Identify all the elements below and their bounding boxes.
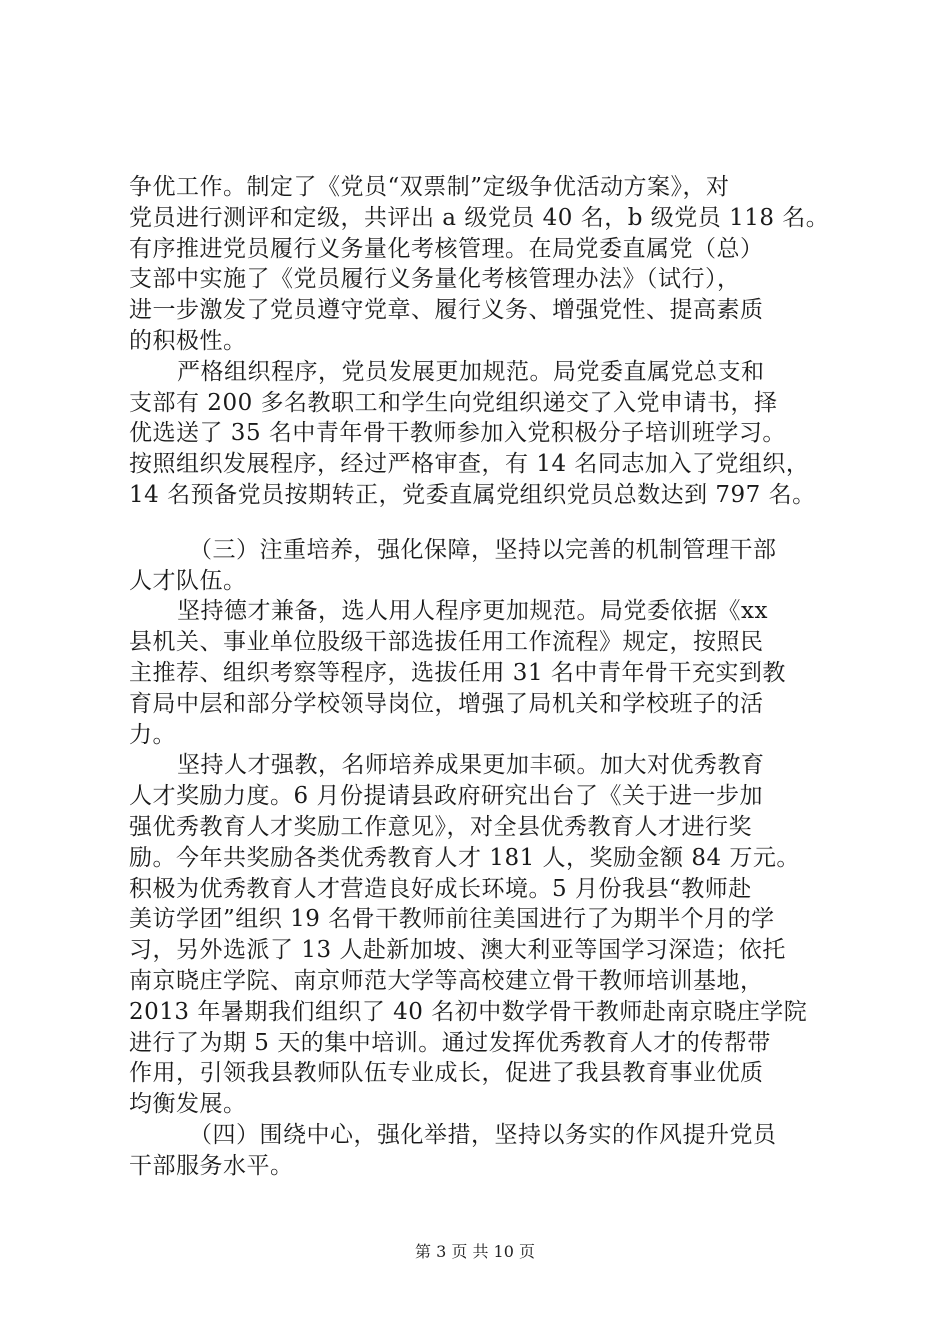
body-line: 进行了为期 5 天的集中培训。通过发挥优秀教育人才的传帮带 [129, 1029, 771, 1056]
body-line: 积极为优秀教育人才营造良好成长环境。5 月份我县“教师赴 [129, 875, 752, 902]
body-line: 强优秀教育人才奖励工作意见》，对全县优秀教育人才进行奖 [129, 813, 752, 840]
paragraph-start-line: 坚持人才强教，名师培养成果更加丰硕。加大对优秀教育 [177, 752, 765, 779]
section-heading-4: （四）围绕中心，强化举措，坚持以务实的作风提升党员 [189, 1121, 777, 1148]
body-line: 2013 年暑期我们组织了 40 名初中数学骨干教师赴南京晓庄学院 [129, 998, 808, 1025]
body-line: 励。今年共奖励各类优秀教育人才 181 人，奖励金额 84 万元。 [129, 844, 800, 871]
body-line: 党员进行测评和定级，共评出 a 级党员 40 名，b 级党员 118 名。 [129, 204, 830, 231]
body-line: 支部有 200 多名教职工和学生向党组织递交了入党申请书，择 [129, 389, 778, 416]
section-heading-3-cont: 人才队伍。 [129, 567, 247, 594]
section-spacer [129, 511, 829, 535]
body-line: 支部中实施了《党员履行义务量化考核管理办法》（试行）， [129, 266, 741, 293]
body-line: 主推荐、组织考察等程序，选拔任用 31 名中青年骨干充实到教 [129, 659, 786, 686]
body-line: 争优工作。制定了《党员“双票制”定级争优活动方案》，对 [129, 174, 730, 200]
paragraph-start-line: 坚持德才兼备，选人用人程序更加规范。局党委依据《xx [177, 598, 768, 625]
body-line: 按照组织发展程序，经过严格审查，有 14 名同志加入了党组织， [129, 451, 810, 478]
section-heading-3: （三）注重培养，强化保障，坚持以完善的机制管理干部 [189, 536, 777, 563]
page-number-label: 第 3 页 共 10 页 [415, 1242, 535, 1261]
body-line: 美访学团”组织 19 名骨干教师前往美国进行了为期半个月的学 [129, 906, 775, 933]
body-line: 县机关、事业单位股级干部选拔任用工作流程》规定，按照民 [129, 629, 764, 656]
body-line: 南京晓庄学院、南京师范大学等高校建立骨干教师培训基地， [129, 967, 764, 994]
body-line: 有序推进党员履行义务量化考核管理。在局党委直属党（总） [129, 235, 764, 262]
body-line: 均衡发展。 [129, 1091, 247, 1118]
document-body [129, 172, 829, 1182]
body-line: 作用，引领我县教师队伍专业成长，促进了我县教育事业优质 [129, 1060, 764, 1087]
body-line: 人才奖励力度。6 月份提请县政府研究出台了《关于进一步加 [129, 783, 763, 810]
body-line: 的积极性。 [129, 327, 247, 354]
page-footer [0, 1242, 950, 1262]
paragraph-start-line: 严格组织程序，党员发展更加规范。局党委直属党总支和 [177, 358, 765, 385]
body-line: 力。 [129, 721, 176, 748]
body-line: 进一步激发了党员遵守党章、履行义务、增强党性、提高素质 [129, 297, 764, 324]
body-line: 习，另外选派了 13 人赴新加坡、澳大利亚等国学习深造；依托 [129, 937, 786, 964]
body-line: 育局中层和部分学校领导岗位，增强了局机关和学校班子的活 [129, 690, 764, 717]
section-heading-4-cont: 干部服务水平。 [129, 1152, 294, 1179]
body-line: 优选送了 35 名中青年骨干教师参加入党积极分子培训班学习。 [129, 420, 786, 447]
body-line: 14 名预备党员按期转正，党委直属党组织党员总数达到 797 名。 [129, 481, 816, 508]
